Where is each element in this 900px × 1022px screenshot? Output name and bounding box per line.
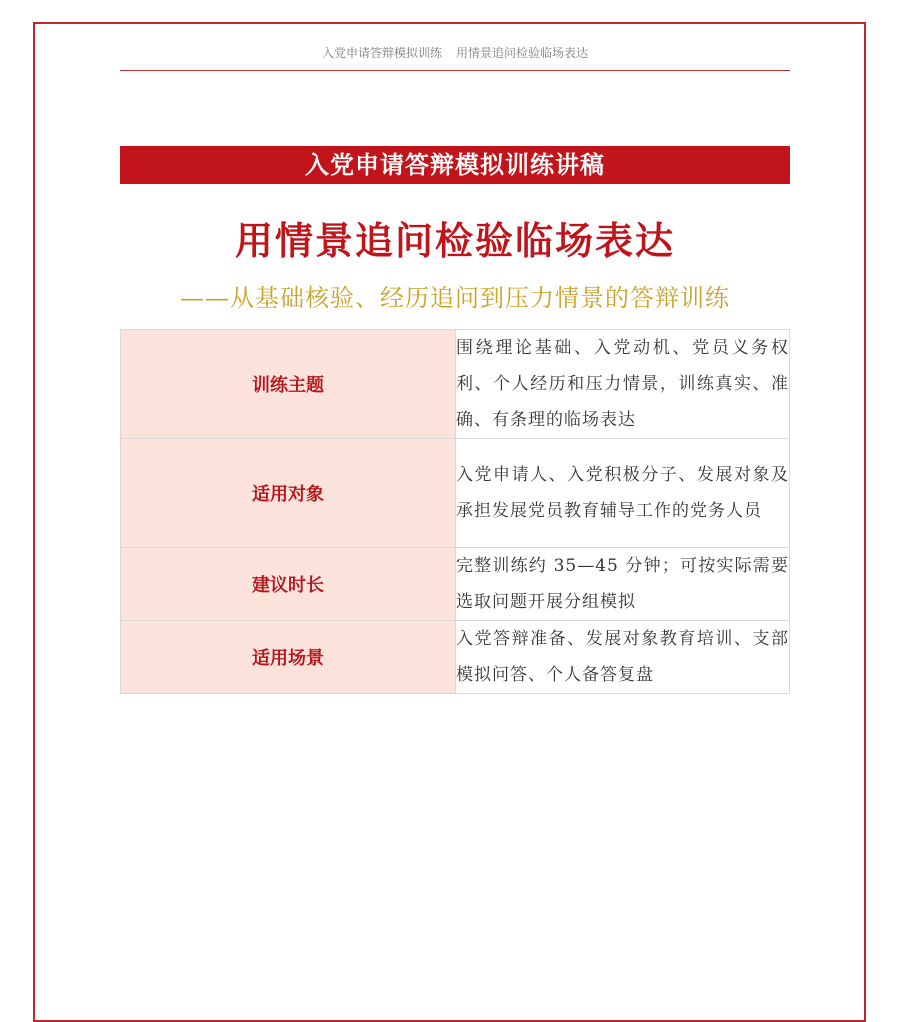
table-row (121, 621, 790, 694)
document-banner: 入党申请答辩模拟训练讲稿 (120, 146, 790, 184)
page-title: 用情景追问检验临场表达 (234, 219, 675, 263)
row-label: 适用对象 (121, 439, 456, 548)
row-value: 围绕理论基础、入党动机、党员义务权利、个人经历和压力情景，训练真实、准确、有条理的临场表达 (456, 330, 790, 439)
row-value: 入党答辩准备、发展对象教育培训、支部模拟问答、个人备答复盘 (456, 621, 790, 694)
page-subtitle: ——从基础核验、经历追问到压力情景的答辩训练 (180, 284, 730, 312)
row-label: 适用场景 (121, 621, 456, 694)
header-rule (120, 70, 790, 71)
row-value: 完整训练约 35—45 分钟；可按实际需要选取问题开展分组模拟 (456, 548, 790, 621)
row-value: 入党申请人、入党积极分子、发展对象及承担发展党员教育辅导工作的党务人员 (456, 439, 790, 548)
running-header-left: 入党申请答辩模拟训练 (321, 46, 442, 60)
row-label: 建议时长 (121, 548, 456, 621)
table-row (121, 439, 790, 548)
info-table (120, 329, 790, 694)
table-row (121, 330, 790, 439)
row-label: 训练主题 (121, 330, 456, 439)
table-row (121, 548, 790, 621)
running-header-right: 用情景追问检验临场表达 (456, 46, 589, 60)
running-header (120, 42, 790, 64)
